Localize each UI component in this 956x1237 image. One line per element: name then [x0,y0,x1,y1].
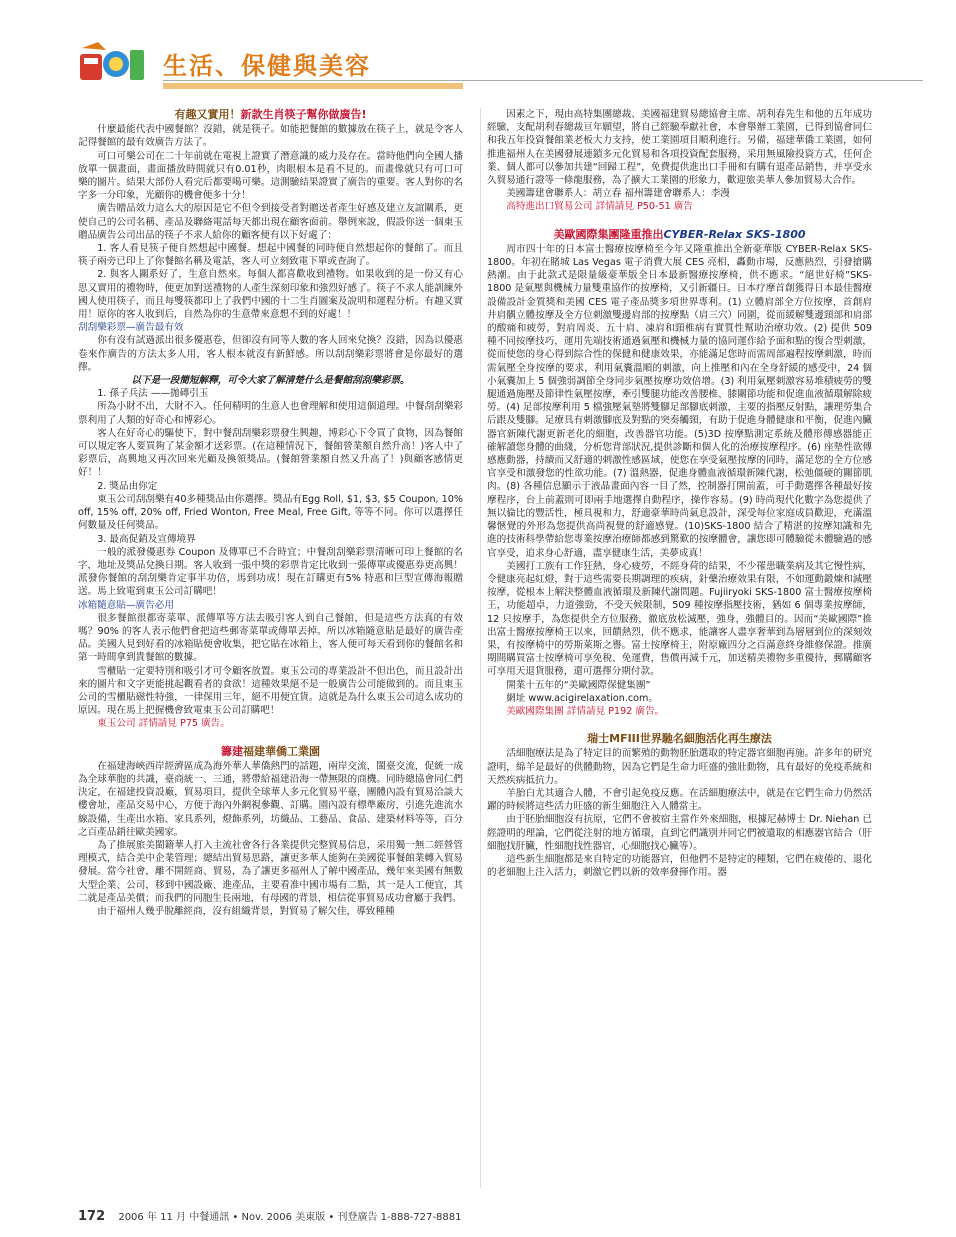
subheading: 刮刮樂彩票—廣告最有效 [78,322,184,334]
paragraph: 所為小財不出，大財不入。任何精明的生意人也會理解和使用這個道理。中餐刮刮樂彩票利用了人類的好奇心和博彩心。 [78,401,463,426]
ad-reference: 高特進出口貿易公司 詳情請見 P50-51 廣告 [506,201,693,213]
paragraph: 很多餐館很都寄菜單、派傳單等方法去吸引客人到自己餐館，但是這些方法真的有效嗎？90% 的客人表示他們會把這些郵寄菜單或傳單丟掉。所以冰箱隨意貼是最好的廣告產品。美國人見到好看的冰箱貼便會收集，把它貼在冰箱上，客人便可每天看到你的餐館名和第一時間拿到貴餐館的數據。 [78,612,463,664]
paragraph: 廣告贈品效力這么大的原因是它不但令到接受者對贈送者產生好感及建立友誼關系，更使自己的公司名稱、產品及聯絡電話每天都出現在顧客面前。舉例來說，假設你送一個東玉贈品廣告公司出品的筷子不求人給你的顧客便有以下好處了： [78,203,463,241]
paragraph: 美國打工族有工作狂熱，身心疲勞，不經身荷的結果，不少罹患職業病及其它慢性病，令健康亮起紅燈，對于這些需要長期調理的疾病，針藥治療效果有限，不如運動鍛煉和減壓按摩，從根本上解決整體血液循環及新陳代謝問題。Fujiiryoki SKS-1800 富士醫療按摩椅王，功能超卓，力道強勁，不受天候限制，509 種按摩指壓技術，猶如 6 個專業按摩師，12 只按摩手，為您提供全方位服務，徹底放松減壓，強身，強體目的。因而“美歐國際”推出富士醫療按摩椅王以來，回饋熱烈，供不應求，能讓客人盡享奢華到為層層到位的深刻效果，有按摩椅中的勞斯萊斯之譽。富士按摩椅王，附原廠四分之百滿意終身維修保證。推廣期間購買富士按摩椅可享免稅、免運費，售價再減千元，加送精美禮物多重優待，郵購顧客可享用天退貨服務，還可選擇分期付款。 [487,560,872,678]
title-highlight: 新款生肖筷子幫你做廣告! [240,108,367,121]
list-item: 2. 與客人關系好了，生意自然來。每個人都喜歡收到禮物。如果收到的是一份又有心思又實用的禮物時，便更加對送禮物的人產生深刻印象和強烈好感了。筷子不求人能訓練外國人使用筷子，而且每雙筷都印上了我們中國的十二生肖圖案及說明和運程分析。有趣又實用！原你的客人收到后，自然為你的生意帶來意想不到的好處！！ [78,269,463,321]
website-line: 網址 www.acigirelaxation.com。 [506,692,658,704]
article-title-chopsticks [78,108,463,121]
footer-text: 2006 年 11 月 中餐通訊 • Nov. 2006 美東版 • 刊登廣告 1-888-727-8881 [118,1212,462,1223]
section-title: 生活、保健與美容 [163,51,371,80]
paragraph: 由于胚胎細胞沒有抗原，它們不會被宿主當作外來細胞，根據尼赫博士 Dr. Niehan 已經證明的理論，它們從注射的地方循環，直到它們識別并同它們被遺取的相應器官結合（肝細胞找肝臟，性細胞找性器官，心細胞找心臟等）。 [487,814,872,852]
section-logo-icon [78,40,148,82]
title-highlight: 籌建 [221,744,243,758]
paragraph: 因素之下，現由高特集團總裁、美國福建貿易總協會主席、胡利春先生和他的五年成功經驗，支配胡利春總裁亘年願望，將自己經驗奉獻社會，本會舉辦工業園，已得到協會同仁和我五年投資餐館業老板大力支持，使工業園項目順利進行。另備，福建華僑工業園，如何推進福州人在美國發展連鎖多元化貿易和各項投資配套服務，采用無風險投資方式，任何企業、個人都可以參加共建“回歸工程”，免費提供進出口手冊和有購有退產品銷售，并享受永久貿易通行證等一條龍服務，為了擴大工業園的形象力，歡迎旅美華人參加貿易大合作。 [487,109,872,187]
article-title-massage-chair [487,228,872,241]
title-product: CYBER-Relax SKS-1800 [663,227,806,241]
article-title-cell-therapy: 瑞士MFIII世界馳名細胞活化再生療法 [587,732,772,746]
paragraph: 你有沒有試過派出很多優惠卷，但卻沒有同等人數的客人回來兌換？沒錯，因為以優惠卷來作廣告的方法太多人用，客人根本就沒有新鮮感。所以刮刮樂彩票將會是你最好的選擇。 [78,335,463,373]
header-rule [163,80,923,81]
column-divider [480,108,481,1188]
paragraph: 這些新生細胞都是來自特定的功能器官，但他們不是特定的種類，它們在疲倦的、退化的老細胞上注入活力，刺激它們以新的效率發揮作用。器 [487,853,872,879]
paragraph: 在福建海峽西岸經濟區成為海外華人華僑熱門的話題，兩岸交流，閩臺交流，促統一成為全球華胞的共識，臺商統一、三通，將帶給福建沿海一帶無限的商機。同時總協會同仁們決定，在福建投資設廠，貿易項目，提供全球華人多元化貿易平臺，團體內設有貿易洽談大樓會址，產品交易中心，方便于海內外網視參觀、訂購。園內設有標準廠房，引進先進流水線設備，生產出水箱、家具系列，燈飾系列，坊織品、工藝品、食品、建築材料等等，百分之百產品銷往歐美國家。 [78,760,463,838]
subheading: 冰箱隨意貼—廣告必用 [78,599,174,611]
left-column [78,108,463,918]
paragraph: 活細胞療法是為了特定目的而繁殖的動物胚胎選取的特定器官細胞再施。許多年的研究證明，綿羊是最好的供體動物，因為它們是生命力旺盛的強壯動物，具有最好的免疫系統和天然疾病抵抗力。 [487,748,872,786]
paragraph: 客人在好奇心的驅使下，對中餐刮刮樂彩票發生興趣，博彩心下令買了食物，因為餐館可以規定客人要買夠了某金額才送彩票。(在這種情況下，餐館營業額自然升高！)客人中了彩票后，高興地又再次回來光顧及換領獎品。(餐館營業額自然又升高了！)與顧客感情更好！！ [78,427,463,479]
header-stripe [163,83,463,89]
page-number: 172 [78,1209,106,1224]
list-heading: 1. 孫子兵法 ——拋磚引玉 [97,388,209,400]
paragraph: 一般的派發優惠券 Coupon 及傳單已不合時宜；中餐刮刮樂彩票清晰可印上餐館的名字，地址及獎品兌換日期。客人收到一張中獎的彩票肯定比收到一張傳單或優惠券更高興！派發你餐館的刮刮樂肯定事半功倍，馬到功成！現在訂購更有5% 特惠和巨型宣傳海報贈送。馬上致電到東玉公司訂購吧！ [78,546,463,598]
ad-reference: 美歐國際集團 詳情請見 P192 廣告。 [506,705,665,717]
right-column [487,108,872,879]
contact-line: 美國籌建會聯系人：胡立春 福州籌建會聯系人：李漫 [506,188,730,200]
list-heading: 2. 獎品由你定 [97,480,158,492]
list-item: 1. 客人看見筷子便自然想起中國餐。想起中國餐的同時便自然想起你的餐館了。而且筷子兩旁已印上了你餐館名稱及電話，客人可立刻致電下單或查詢了。 [78,243,463,268]
paragraph: 由于福州人幾乎脫離經商，沒有組織背景，對貿易了解欠佳，導致種種 [97,905,395,917]
page-footer [78,1208,461,1224]
page-header [78,32,878,88]
paragraph: 開業十五年的“美歐國際保健集團” [506,679,651,691]
list-heading: 3. 最高促銷及宣傳境界 [97,533,196,545]
paragraph: 周市四十年的日本富士醫療按摩椅至今年又隆重推出全新豪華版 CYBER-Relax SKS-1800。年初在賭城 Las Vegas 電子消費大展 CES 亮相，轟動市場，反應熱烈，引發搶購熱潮。由于此款式是限量級豪華版全日本最新醫療按摩椅，供不應求。“絕世好椅”SKS-1800 是氣壓與機械力量雙重協作的按摩椅，又引新疆日。日本疗摩首創獲得日本最佳醫療設備設計金質獎和美國 CES 電子產品獎多項世界專利。(1) 立體肩部全方位按摩，首創肩井肩髃立體按摩及全方位刺激雙邊肩部的按摩點（肩三穴）同圍，從而緩解雙邊頸部和肩部的酸痛和疲勞，對肩周炎、五十肩、凍肩和頸椎病有實質性幫助治療功效。(2) 提供 509 種不同按摩技巧，運用先端技術通過氣壓和機械力量的協同運作給予面和點的復合型刺激，從而使您的身心得到綜合性的保健和健康效果，亦能滿足您時而需周部遍程按摩刺激，時而需氣壓全身按摩的要求，利用氣囊溫順的刺激，向上推壓和內在全身舒緩的感受中，24 個小氣囊加上 5 個強弱調節全身同步氣壓按摩功效倍增。(3) 利用氣壓刺激容易堆積疲勞的雙腿通過施壓及節律性氣壓按摩，牽引雙腿功能改善腰椎、膝關節功能和促進血液循環解除疲勞。(4) 足部按摩利用 5 檔強壓氣墊將雙腳足部腳底刺激，主要的指壓反射點，讓理勞集合后跟及雙腳。足療具有刺激腳底及對點的突奏觸頸，有助于促進身體健康和平衡，促進內臟器官新陳代謝更新老化的細胞，改善器官功能。(5)3D 按摩點測定系統及體形傳感器能正確解讀您身體的曲綫，分析您背部狀況,提供診斷和個人化的治療按摩程序。(6) 座墊性欲傳感應動器，持續而又舒適的刺激性感區域，使您在享受氣壓按摩的同時，滿足您的全方位感官享受和激發您的性欲功能。(7) 溫熱器，促進身體血液循環新陳代謝，松弛僵硬的關節肌肉。(8) 各種信息顯示于液晶畫面內容一目了然，控制器打開前蓋，可手動選擇各種最好按摩程序，台上前蓋則可即兩手地選擇自動程序，操作容易。(9) 時尚現代化數字為您提供了無以倫比的豐活性，極具視和力，舒適豪華時尚氣息設計，深受每位家庭成員歡迎，充滿溫馨愜覺的外形為您提供高尚視覺的舒適感覺。(10)SKS-1800 結合了精湛的按摩知識和先進的技術科學帶給您專業按摩治療師都感到驚歎的按摩體會，讓您即可體驗從未體驗過的感官享受，追求身心舒適，盡享健康生活，美夢成真！ [487,243,872,559]
title-prefix: 有趣又實用！ [174,108,241,121]
paragraph: 為了推展旅美閩籍華人打入主流社會各行各業提供完整貿易信息，采用獨一無二經營管理模式，結合美中企業管理；總結出貿易思路，讓更多華人能夠在美國從事餐館業轉入貿易發展。當今社會，離不開經商、貿易，為了讓更多福州人了解中國產品，幾年來美國有無數大型企業、公司，移到中國設廠、進產品，主要看准中國市場有二點，其一是人工便宜，其二就是產品美價；而我們的同胞生長兩地，有母國的背景，相信從事貿易成功會屬于我們。 [78,839,463,904]
article-title-industrial-park [78,745,463,758]
paragraph: 羊胎白尤其適合人體，不會引起免疫反應。在活細胞療法中，就是在它們生命力仍然活躍的時候將這些活力旺盛的新生細胞注入人體當主。 [487,787,872,813]
title-highlight: 美歐國際集團隆重推出 [553,227,664,241]
paragraph: 東玉公司刮刮樂有40多種獎品由你選擇。獎品有Egg Roll, $1, $3, $5 Coupon, 10% off, 15% off, 20% off, Fried Wonton, Free Meal, Free Gift, 等等不同。你可以選擇任何數量及任何獎品。 [78,493,463,532]
explanation-note: 以下是一段簡短解釋，可令大家了解清楚什么是餐館刮刮樂彩票。 [131,375,410,387]
title-rest: 福建華僑工業園 [243,744,320,758]
ad-reference: 東玉公司 詳情請見 P75 廣告。 [97,718,230,730]
paragraph: 可口可樂公司在二十年前就在電視上證實了潛意識的威力及存在。當時他們向全國人播放單一個畫面，畫面播放時間就只有0.01秒，肉眼根本是看不見的。而畫像就只有可口可樂的圖片。結果大部份人看完后都要喝可樂。這測驗結果證實了廣告的重要。客人對你的名字多一分印象，光顧你的機會便多十分！ [78,150,463,202]
paragraph: 雪櫃貼一定要特別和吸引才可令顧客放置。東玉公司的專業設計不但出色，而且設計出來的圖片和文字更能挑起觀看者的食欲！這種效果絕不是一般廣告公司能做到的。而且東玉公司的雪櫃貼磁性特強，一律保用三年，絕不用便宜貨。這就是為什么東玉公司這么成功的原因。現在馬上把握機會致電東玉公司訂購吧！ [78,665,463,717]
paragraph: 什麼最能代表中國餐館？沒錯，就是筷子。如能把餐館的數據放在筷子上，就是令客人記得餐館的最有效廣告方法了。 [78,124,463,149]
